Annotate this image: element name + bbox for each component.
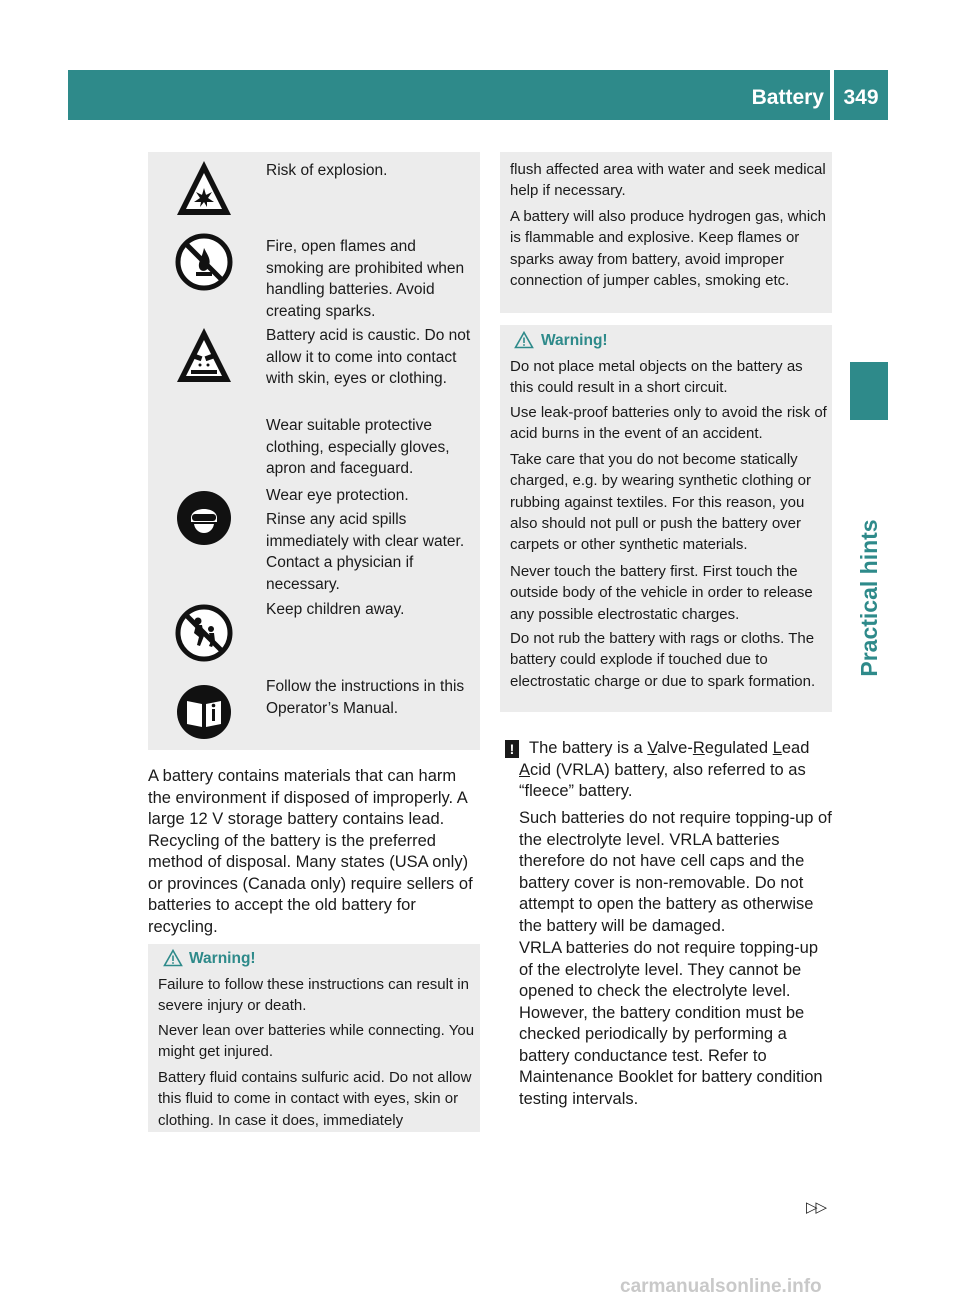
continue-arrows-icon: ▷▷ bbox=[806, 1199, 826, 1216]
symbol-text-corrosive: Battery acid is caustic. Do not allow it to come into contact with skin, eyes or clothing. bbox=[266, 327, 471, 387]
warning-triangle-icon bbox=[514, 331, 534, 349]
warning-right-para-2: Use leak-proof batteries only to avoid the risk of acid burns in the event of an accident. bbox=[510, 404, 827, 443]
page-number: 349 bbox=[843, 86, 879, 109]
page-section-title: Battery bbox=[751, 86, 824, 109]
warning-triangle-icon bbox=[163, 949, 183, 967]
warning-right-para-3: Take care that you do not become statically charged, e.g. by wearing synthetic clothing or rubbing against textiles. For this reason, you also should not pull or push the battery over carpets or other synthetic materials. bbox=[510, 451, 812, 554]
symbol-text-children: Keep children away. bbox=[266, 601, 405, 618]
continuation-para-2: A battery will also produce hydrogen gas, which is flammable and explosive. Keep flames or sparks away from battery, avoid improper connection of jumper cables, smoking etc. bbox=[510, 208, 827, 289]
eye-protection-icon bbox=[174, 488, 234, 548]
note-para-2: VRLA batteries do not require topping-up of the electrolyte level. They cannot be opened to check the electrolyte level. However, the battery condition must be checked periodically by performing a battery conductance test. Refer to Maintenance Booklet for battery condition testing intervals. bbox=[519, 939, 823, 1108]
side-tab-label: Practical hints bbox=[856, 519, 882, 677]
warning-heading-right: Warning! bbox=[541, 332, 608, 349]
symbol-text-eye-protection: Wear eye protection. bbox=[266, 487, 409, 504]
symbol-text-no-fire: Fire, open flames and smoking are prohibited when handling batteries. Avoid creating sparks. bbox=[266, 238, 465, 320]
continuation-para-1: flush affected area with water and seek medical help if necessary. bbox=[510, 161, 826, 200]
side-tab-marker bbox=[850, 362, 888, 420]
symbol-text-protective-clothing: Wear suitable protective clothing, especially gloves, apron and faceguard. bbox=[266, 417, 450, 477]
warning-left-para-2: Never lean over batteries while connecting. You might get injured. bbox=[158, 1022, 475, 1061]
header-divider bbox=[830, 70, 834, 120]
symbol-text-rinse-spills: Rinse any acid spills immediately with clear water. Contact a physician if necessary. bbox=[266, 511, 465, 593]
warning-heading-left: Warning! bbox=[189, 950, 256, 967]
symbol-text-explosion: Risk of explosion. bbox=[266, 162, 388, 179]
warning-right-para-5: Do not rub the battery with rags or cloths. The battery could explode if touched due to electrostatic charge or due to spark formation. bbox=[510, 630, 816, 690]
warning-right-para-1: Do not place metal objects on the battery as this could result in a short circuit. bbox=[510, 358, 803, 397]
read-manual-icon bbox=[174, 682, 234, 742]
note-intro: The battery is a Valve-Regulated Lead Acid (VRLA) battery, also referred to as “fleece” battery. bbox=[519, 739, 810, 800]
warning-left-para-1: Failure to follow these instructions can result in severe injury or death. bbox=[158, 976, 469, 1015]
warning-right-para-4: Never touch the battery first. First touch the outside body of the vehicle in order to release any possible electrostatic charges. bbox=[510, 563, 813, 623]
note-exclamation-icon: ! bbox=[505, 740, 519, 758]
corrosive-warning-icon bbox=[174, 325, 234, 385]
warning-left-para-3: Battery fluid contains sulfuric acid. Do not allow this fluid to come in contact with eyes, skin or clothing. In case it does, immediately bbox=[158, 1069, 472, 1129]
explosion-warning-icon bbox=[174, 158, 234, 218]
environment-paragraph: A battery contains materials that can harm the environment if disposed of improperly. A large 12 V storage battery contains lead. Recycling of the battery is the preferred method of disposal. Many states (USA only) or provinces (Canada only) require sellers of batteries to accept the old battery for recycling. bbox=[148, 767, 473, 936]
no-fire-icon bbox=[174, 232, 234, 292]
keep-children-away-icon bbox=[174, 603, 234, 663]
symbol-text-manual: Follow the instructions in this Operator’s Manual. bbox=[266, 678, 465, 717]
note-para-1: Such batteries do not require topping-up of the electrolyte level. VRLA batteries therefore do not have cell caps and the battery cover is non-removable. Do not attempt to open the battery as otherwise the battery will be damaged. bbox=[519, 809, 832, 935]
watermark: carmanualsonline.info bbox=[620, 1276, 822, 1297]
